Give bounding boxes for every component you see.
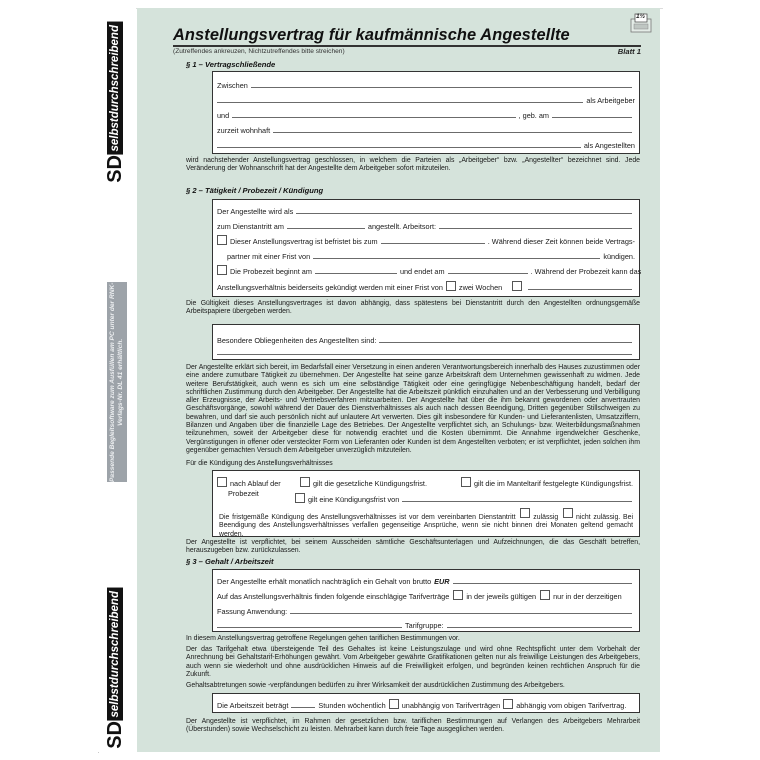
permitted-label: zulässig [533, 514, 559, 521]
version-label: Fassung Anwendung: [217, 607, 288, 616]
parties-paragraph: wird nachstehender Anstellungsvertrag geschlossen, in welchem die Parteien als „Arbeitgeber“ bzw. „Angestellter“ bezeichnet sind. Jede Veränderung der Wohnanschrift hat der Angestellte dem Arbeitgeber sofort mitzuteilen. [186, 157, 640, 173]
currency-label: EUR [434, 577, 450, 586]
two-weeks-label: zwei Wochen [458, 283, 503, 292]
position-row [213, 204, 639, 216]
overtime-paragraph: Der Angestellte ist verpflichtet, im Rahmen der gesetzlichen bzw. tariflichen Bestimmungen auf Verlangen des Arbeitgebers Mehrarbeit (Überstunden) sowie Wechselschicht zu leisten. Mehrarbeit kann durch freie Tage ausgeglichen werden. [186, 718, 640, 734]
hours-row [213, 698, 639, 710]
salary-row [213, 574, 639, 586]
section-2-heading: § 2 – Tätigkeit / Probezeit / Kündigung [186, 186, 324, 195]
termination-row-1 [213, 476, 639, 488]
employed-as-label: Der Angestellte wird als [217, 207, 294, 216]
dependent-label: abhängig vom obigen Tarifvertrag. [516, 701, 627, 710]
notice-period-row [213, 492, 639, 504]
position-field[interactable] [296, 213, 632, 214]
obligations-paragraph: Der Angestellte erklärt sich bereit, im Bedarfsfall einer Versetzung in einen anderen Verantwortungsbereich innerhalb des Hauses zuzustimmen oder eine andere zumutbare Tätigkeit zu übernehmen. Der Angestellte hat seine ganze Arbeitskraft dem Unternehmen gewissenhaft zu widmen. Jede weitere Berufstätigkeit, auch wenn es sich um eine selbständige Tätigkeit oder eine geringfügige Nebenbeschäftigung handelt, bedarf der schriftlichen Zustimmung durch den Arbeitgeber. Der Angestellte hat die Arbeitszeit pünktlich einzuhalten und an der Verbesserung und Verbilligung aller Erzeugnisse, der Arbeits- und Vertriebsverfahren mitzuarbeiten. Der Angestellte hat über die ihm bekannt gewordenen oder anvertrauten Geschäftsvorgänge, sowohl während der Dauer des Dienstverhältnisses als auch nach dessen Beendigung, Dritten gegenüber Stillschweigen zu bewahren, und darf sie auch persönlich nicht auf unlautere Art verwerten. Dies gilt insbesondere für Kunden- und Lieferantenlisten, Umsatzziffern, Bilanzen und Angaben über die finanzielle Lage des Betriebes. Der Angestellte verpflichtet sich, an Schulungs- bzw. Weiterbildungsmaßnahmen teilzunehmen, soweit der Arbeitgeber diese für notwendig erachtet und die Kosten übernimmt. Die Annahme irgendwelcher Geschenke, Vergünstigungen in offener oder versteckter Form von Lieferanten oder Kunden ist dem Angestellten verboten; er ist verpflichtet, jeden solchen ihm gegenüber gemachten Versuch dem Arbeitgeber unverzüglich mitzuteilen. [186, 364, 640, 454]
fixed-term-continued: . Während dieser Zeit können beide Vertrags- [487, 237, 635, 246]
duties-field[interactable] [379, 342, 632, 343]
employee-name-field[interactable] [232, 117, 515, 118]
brand-word: selbstdurchschreibend [107, 588, 123, 721]
notice-period-field[interactable] [402, 501, 632, 502]
brand-label-bottom [103, 588, 127, 748]
fixed-term-checkbox[interactable] [217, 235, 227, 245]
partner-notice-row [213, 249, 639, 261]
form-instructions: (Zutreffendes ankreuzen, Nichtzutreffendes bitte streichen) [173, 48, 345, 55]
residence-row [213, 123, 639, 135]
brand-sd: SD [104, 720, 126, 749]
current-valid-label: in der jeweils gültigen [466, 592, 537, 601]
permitted-checkbox[interactable] [520, 508, 530, 518]
current-valid-checkbox[interactable] [453, 590, 463, 600]
after-probation-label: nach Ablauf der [230, 479, 281, 488]
before-start-label: Die fristgemäße Kündigung des Anstellungsverhältnisses ist vor dem vereinbarten Dienstantritt [219, 514, 516, 521]
workplace-label: angestellt. Arbeitsort: [367, 222, 437, 231]
collective-checkbox[interactable] [461, 477, 471, 487]
employee-address-row [213, 138, 639, 150]
probation-end-label: und endet am [399, 267, 445, 276]
and-label: und [217, 111, 230, 120]
section-1-heading: § 1 – Vertragschließende [186, 60, 276, 69]
fixed-term-date-field[interactable] [381, 243, 485, 244]
assignment-text: Gehaltsabtretungen sowie -verpfändungen bedürfen zu ihrer Wirksamkeit der ausdrücklichen Zustimmung des Arbeitgebers. [186, 682, 565, 689]
statutory-checkbox[interactable] [300, 477, 310, 487]
dependent-checkbox[interactable] [503, 699, 513, 709]
two-weeks-checkbox[interactable] [446, 281, 456, 291]
born-label: , geb. am [518, 111, 549, 120]
parties-box [212, 71, 640, 154]
duties-box [212, 324, 640, 360]
probation-start-label: Die Probezeit beginnt am [230, 267, 312, 276]
partner-notice-field[interactable] [313, 258, 600, 259]
copies-count: 1½ [636, 13, 646, 20]
version-row [213, 604, 639, 616]
after-probation-checkbox[interactable] [217, 477, 227, 487]
as-employer-label: als Arbeitgeber [586, 96, 635, 105]
hours-label: Die Arbeitszeit beträgt [217, 701, 289, 710]
probation-start-field[interactable] [315, 273, 397, 274]
employer-name-field[interactable] [251, 87, 632, 88]
brand-sd: SD [104, 154, 126, 183]
sheet-number: Blatt 1 [617, 47, 641, 56]
probation-end-field[interactable] [448, 273, 528, 274]
employee-address-field[interactable] [217, 147, 581, 148]
probation-word: Probezeit [228, 489, 259, 498]
termination-intro: Für die Kündigung des Anstellungsverhältnisses [186, 460, 333, 467]
current-only-checkbox[interactable] [540, 590, 550, 600]
duties-field-2[interactable] [217, 354, 632, 355]
section-3-heading: § 3 – Gehalt / Arbeitszeit [186, 557, 274, 566]
workplace-field[interactable] [439, 228, 632, 229]
termination-box [212, 470, 640, 537]
probation-row [213, 264, 642, 276]
probation-continued: . Während der Probezeit kann das [530, 267, 642, 276]
excess-paragraph: Der das Tarifgehalt etwa übersteigende Teil des Gehaltes ist keine Leistungszulage und wird ohne Rechtspflicht unter dem Vorbehalt der Anrechnung bei Gehaltstarif-Erhöhungen gewährt. Vom Arbeitgeber gewährte Gratifikationen gelten nur als freiwillige Leistungen des Arbeitgebers, auch wenn sie wiederholt und ohne ausdrücklichen Hinweis auf die Freiwilligkeit erfolgen, und begründen keinen rechtlichen Anspruch für die Zukunft. [186, 646, 640, 678]
tariff-group-field[interactable] [447, 627, 632, 628]
independent-label: unabhängig von Tarifverträgen [401, 701, 501, 710]
birthdate-field[interactable] [552, 117, 632, 118]
copies-badge [630, 13, 652, 33]
tariff-agreement-field-2[interactable] [217, 627, 402, 628]
tariff-agreement-field[interactable] [290, 613, 632, 614]
as-employee-label: als Angestellten [583, 141, 635, 150]
tariff-row [213, 589, 639, 601]
not-permitted-checkbox[interactable] [563, 508, 573, 518]
employer-address-row [213, 93, 639, 105]
form-title: Anstellungsvertrag für kaufmännische Angestellte [173, 26, 570, 44]
between-label: Zwischen [217, 81, 248, 90]
other-notice-field[interactable] [528, 289, 632, 290]
brand-word: selbstdurchschreibend [107, 22, 123, 155]
terminate-label: kündigen. [603, 252, 635, 261]
duties-row [213, 333, 639, 345]
current-only-label: nur in der derzeitigen [553, 592, 622, 601]
collective-label: gilt die im Manteltarif festgelegte Kündigungsfrist. [474, 479, 633, 488]
probation-notice-row [213, 280, 639, 292]
start-date-label: zum Dienstantritt am [217, 222, 284, 231]
software-note: Passende Begleitsoftware zum Ausfüllen am PC unter der RNK-Verlags-Nr. DL 41 erhältlich. [107, 282, 127, 482]
salary-field[interactable] [453, 583, 632, 584]
employment-box [212, 199, 640, 297]
validity-paragraph: Die Gültigkeit dieses Anstellungsvertrages ist davon abhängig, dass spätestens bei Dienstantritt durch den Angestellten ordnungsgemäße Arbeitspapiere übergeben werden. [186, 300, 640, 316]
tariff-label: Auf das Anstellungsverhältnis finden folgende einschlägige Tarifverträge [217, 592, 450, 601]
other-notice-checkbox[interactable] [512, 281, 522, 291]
fixed-term-label: Dieser Anstellungsvertrag ist befristet bis zum [230, 237, 378, 246]
independent-checkbox[interactable] [389, 699, 399, 709]
documents-paragraph: Der Angestellte ist verpflichtet, bei seinem Ausscheiden sämtliche Geschäftsunterlagen und Aufzeichnungen, die das Geschäft betreffen, herauszugeben bzw. zurückzulassen. [186, 539, 640, 555]
employer-row [213, 78, 639, 90]
duties-label: Besondere Obliegenheiten des Angestellten sind: [217, 336, 377, 345]
title-divider [173, 45, 641, 47]
hours-box [212, 693, 640, 713]
before-start-text [219, 509, 633, 539]
probation-notice-label: Anstellungsverhältnis beiderseits gekündigt werden mit einer Frist von [217, 283, 443, 292]
brand-label-top [103, 22, 127, 182]
tariff-group-row [213, 618, 639, 630]
partner-notice-label: partner mit einer Frist von [227, 252, 311, 261]
claims-text: Bei Beendigung des Anstellungsverhältnisses verfallen gegenseitige Ansprüche, wenn sie nicht binnen drei Monaten geltend gemacht werden. [219, 514, 633, 538]
salary-box [212, 569, 640, 632]
not-permitted-label: nicht zulässig. [576, 514, 621, 521]
duties-row-2 [213, 347, 639, 357]
residence-field[interactable] [273, 132, 632, 133]
tariff-group-label: Tarifgruppe: [405, 621, 444, 630]
start-row [213, 219, 639, 231]
salary-label: Der Angestellte erhält monatlich nachträglich ein Gehalt von brutto [217, 577, 432, 586]
statutory-label: gilt die gesetzliche Kündigungsfrist. [313, 479, 427, 488]
notice-period-checkbox[interactable] [295, 493, 305, 503]
hours-field[interactable] [291, 707, 315, 708]
residing-label: zurzeit wohnhaft [217, 126, 271, 135]
start-date-field[interactable] [287, 228, 365, 229]
precedence-text: In diesem Anstellungsvertrag getroffene Regelungen gehen tariflichen Bestimmungen vor. [186, 635, 460, 642]
fixed-term-row [213, 234, 639, 246]
notice-period-label: gilt eine Kündigungsfrist von [308, 495, 400, 504]
hours-weekly-label: Stunden wöchentlich [318, 701, 386, 710]
probation-checkbox[interactable] [217, 265, 227, 275]
employee-row [213, 108, 639, 120]
employer-address-field[interactable] [217, 102, 583, 103]
